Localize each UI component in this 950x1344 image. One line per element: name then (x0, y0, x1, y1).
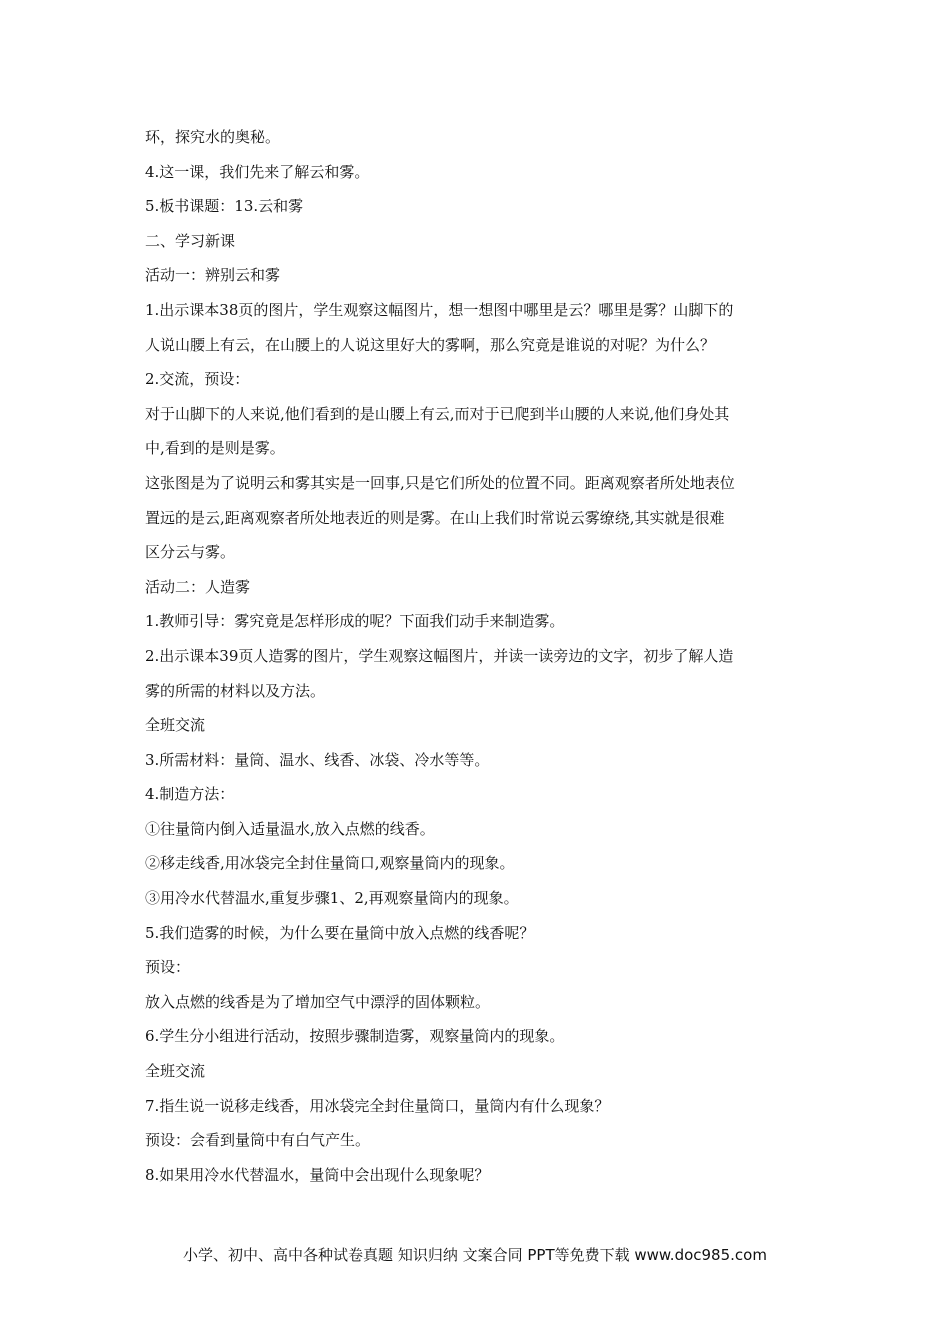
text-line: 中,看到的是则是雾。 (145, 439, 285, 458)
text-line: 2.交流，预设： (145, 370, 250, 389)
text-line: 对于山脚下的人来说,他们看到的是山腰上有云,而对于已爬到半山腰的人来说,他们身处其 (145, 404, 730, 423)
text-line: 4.制造方法： (145, 785, 235, 804)
text-line: 3.所需材料：量筒、温水、线香、冰袋、冷水等等。 (145, 750, 490, 769)
text-line: 预设：会看到量筒中有白气产生。 (145, 1131, 371, 1150)
text-line: 8.如果用冷水代替温水，量筒中会出现什么现象呢？ (145, 1165, 490, 1184)
text-line: 4.这一课，我们先来了解云和雾。 (145, 162, 370, 181)
text-line: 7.指生说一说移走线香，用冰袋完全封住量筒口，量筒内有什么现象？ (145, 1096, 610, 1115)
text-line: 5.我们造雾的时候，为什么要在量筒中放入点燃的线香呢？ (145, 923, 535, 942)
text-line: 1.出示课本38页的图片，学生观察这幅图片，想一想图中哪里是云？哪里是雾？山脚下的 (145, 300, 734, 319)
text-line: 人说山腰上有云，在山腰上的人说这里好大的雾啊，那么究竟是谁说的对呢？为什么？ (145, 335, 716, 354)
text-line: 1.教师引导：雾究竟是怎样形成的呢？下面我们动手来制造雾。 (145, 612, 565, 631)
text-line: 放入点燃的线香是为了增加空气中漂浮的固体颗粒。 (145, 992, 491, 1011)
text-line: 全班交流 (145, 1062, 206, 1081)
text-line: 6.学生分小组进行活动，按照步骤制造雾，观察量筒内的现象。 (145, 1027, 565, 1046)
text-line: 全班交流 (145, 716, 206, 735)
text-line: 环，探究水的奥秘。 (145, 128, 281, 146)
text-line: 2.出示课本39页人造雾的图片，学生观察这幅图片，并读一读旁边的文字，初步了解人造 (145, 646, 734, 665)
step-line: ③用冷水代替温水,重复步骤1、2,再观察量筒内的现象。 (145, 889, 519, 908)
text-line: 雾的所需的材料以及方法。 (145, 681, 326, 700)
text-line: 区分云与雾。 (145, 543, 236, 562)
step-line: ②移走线香,用冰袋完全封住量筒口,观察量筒内的现象。 (145, 854, 515, 873)
text-line: 置远的是云,距离观察者所处地表近的则是雾。在山上我们时常说云雾缭绕,其实就是很难 (145, 508, 725, 527)
text-line: 5.板书课题：13.云和雾 (145, 197, 304, 216)
page-footer: 小学、初中、高中各种试卷真题 知识归纳 文案合同 PPT等免费下载 www.doc985.com (183, 1246, 767, 1264)
activity-heading: 活动二：人造雾 (145, 577, 251, 596)
activity-heading: 活动一：辨别云和雾 (145, 266, 281, 285)
step-line: ①往量筒内倒入适量温水,放入点燃的线香。 (145, 819, 435, 838)
document-body (145, 120, 845, 1192)
section-heading: 二、学习新课 (145, 231, 236, 250)
text-line: 预设： (145, 958, 191, 977)
text-line: 这张图是为了说明云和雾其实是一回事,只是它们所处的位置不同。距离观察者所处地表位 (145, 473, 735, 492)
